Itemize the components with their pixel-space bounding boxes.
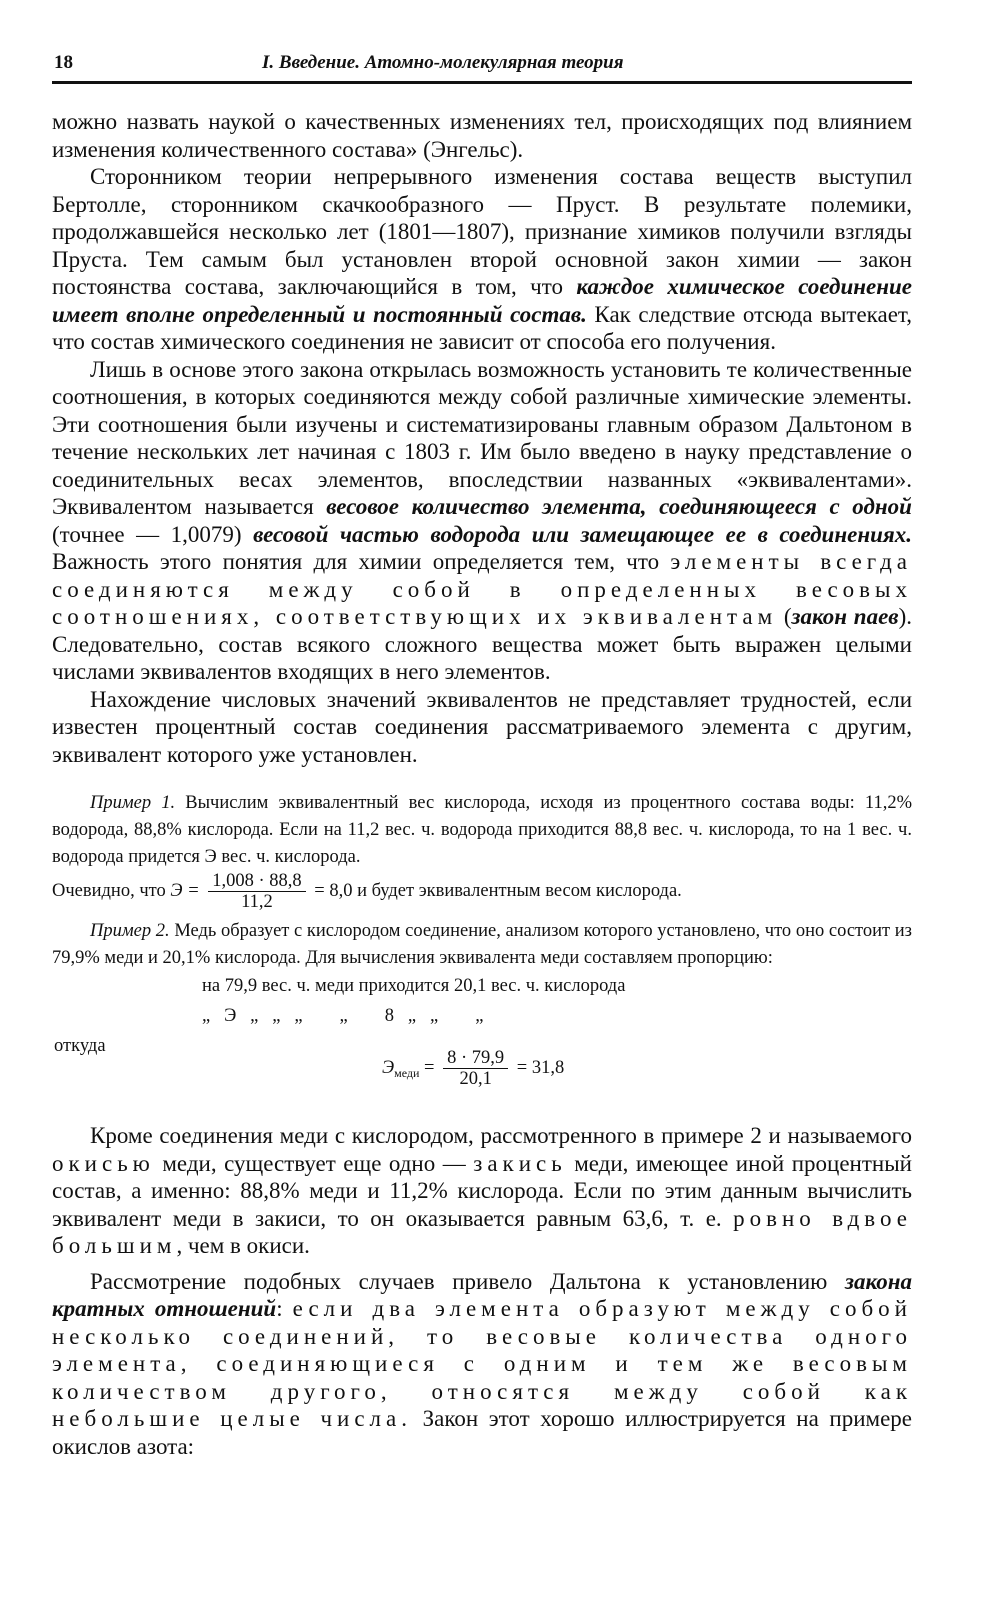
proportion-line-1: на 79,9 вес. ч. меди приходится 20,1 вес. ч. кислорода [202, 976, 626, 996]
paragraph-3-tail: ). Следовательно, состав всякого сложного вещества может быть выражен целыми числами эквивалентов входящих в него элементов. [52, 604, 912, 684]
paragraph-3-mid: Важность этого понятия для химии определяется тем, что [52, 549, 671, 574]
formula-subscript: меди [394, 1065, 420, 1080]
example-2-label: Пример 2. [90, 921, 170, 941]
page-body [52, 108, 912, 1460]
fraction-numerator: 1,008 · 88,8 [208, 871, 305, 892]
page-header [52, 40, 912, 80]
header-rule [52, 81, 912, 84]
paragraph-5 [52, 1122, 912, 1260]
fraction-denominator: 11,2 [241, 892, 273, 912]
spaced-statement: элементы всегда соединяются между собой в определенных весовых соотношениях, соответствующих их эквивалентам [52, 549, 912, 629]
formula-conclusion: и будет эквивалентным весом кислорода. [352, 880, 682, 901]
formula-result: = 8,0 [309, 880, 353, 901]
paragraph-5-mid2: меди, имеющее иной процентный состав, а именно: 88,8% меди и 11,2% кислорода. Если по этим данным вычислить эквивалент меди в закиси, то он оказывается равным 63,6, т. е. [52, 1150, 912, 1231]
paragraph-3 [52, 356, 912, 686]
paragraph-3-text: Лишь в основе этого закона открылась возможность установить те количественные соотношения, в которых соединяются между собой различные химические элементы. Эти соотношения были изучены и систематизированы главным образом Дальтоном в течение нескольких лет начиная с 1803 г. Им было введено в науку представление о соединительных весах элементов, впоследствии названных «эквивалентами». Эквивалентом называется [52, 356, 912, 519]
fraction [208, 871, 305, 912]
paragraph-1: можно назвать наукой о качественных изменениях тел, происходящих под влиянием изменения количественного состава» (Энгельс). [52, 109, 912, 162]
paragraph-6 [52, 1268, 912, 1461]
law-statement: если два элемента образуют между собой несколько соединений, то весовые количества одного элемента, соединяющиеся с одним и тем же весовым количеством другого, относятся между собой как небольшие целые числа. [52, 1296, 912, 1431]
formula-result: = 31,8 [512, 1057, 565, 1078]
otkuda-label: откуда [54, 1036, 106, 1056]
paragraph-6-text: Рассмотрение подобных случаев привело Дальтона к установлению [90, 1268, 845, 1294]
term-zakis: закись [473, 1150, 567, 1176]
paragraph-5-text: Кроме соединения меди с кислородом, рассмотренного в примере 2 и называемого [90, 1123, 912, 1148]
paragraph-5-mid: меди, существует еще одно — [154, 1150, 474, 1176]
equivalent-definition-b: весовой частью водорода или замещающее ее в соединениях. [253, 521, 912, 547]
law-name: закон паев [791, 604, 899, 629]
equivalent-definition-a: весовое количество элемента, соединяющееся с одной [326, 494, 912, 519]
formula-symbol: Э [382, 1057, 395, 1078]
law-multiple-proportions: закона кратных отношений [52, 1268, 912, 1321]
paragraph-5-tail: , чем в окиси. [176, 1233, 310, 1258]
proportion-line-2: „ Э „ „ „ „ 8 „ „ „ [202, 1006, 484, 1026]
paragraph-3-precise: (точнее — 1,0079) [52, 521, 254, 547]
example-1 [52, 790, 912, 871]
paragraph-6-tail: Закон этот хорошо иллюстрируется на примере окислов азота: [52, 1406, 912, 1459]
colon: : [276, 1296, 293, 1321]
paragraph-2 [52, 163, 912, 356]
example-2 [52, 918, 912, 972]
paren-open: ( [777, 604, 792, 629]
fraction [443, 1048, 508, 1089]
fraction-denominator: 20,1 [459, 1069, 492, 1089]
paragraph-4: Нахождение числовых значений эквивалентов не представляет трудностей, если известен процентный состав соединения рассматриваемого элемента с другим, эквивалент которого уже установлен. [52, 686, 912, 767]
page-number: 18 [54, 52, 73, 73]
example-2-text: Медь образует с кислородом соединение, анализом которого установлено, что оно состоит из 79,9% меди и 20,1% кислорода. Для вычисления эквивалента меди составляем пропорцию: [52, 921, 912, 968]
formula-lhs: Э = [170, 880, 205, 901]
copper-equivalent-formula: $Э_{меди}$ = $\frac{8 \cdot 79,9}{20,1}$ = 31,8 [382, 1048, 565, 1089]
proportion-block [52, 972, 912, 1102]
term-okis: окисью [52, 1150, 155, 1176]
example-1-formula [52, 871, 912, 912]
example-1-label: Пример 1. [90, 793, 176, 813]
fraction-numerator: 8 · 79,9 [443, 1048, 508, 1069]
paragraph-2-text: Сторонником теории непрерывного изменения состава веществ выступил Бертолле, сторонником скачкообразного — Пруст. В результате полемики, продолжавшейся несколько лет (1801—1807), признание химиков получили взгляды Пруста. Тем самым был установлен второй основной закон химии — закон постоянства состава, заключающийся в том, что [52, 164, 912, 299]
example-1-text: Вычислим эквивалентный вес кислорода, исходя из процентного состава воды: 11,2% водорода, 88,8% кислорода. Если на 11,2 вес. ч. водорода приходится 88,8 вес. ч. кислорода, то на 1 вес. ч. водорода придется Э вес. ч. кислорода. [52, 793, 912, 867]
running-title: I. Введение. Атомно-молекулярная теория [262, 52, 624, 73]
formula-intro: Очевидно, что [52, 880, 171, 901]
paragraph-2-tail: Как следствие отсюда вытекает, что состав химического соединения не зависит от способа его получения. [52, 301, 912, 354]
law-definition: каждое химическое соединение имеет вполне определенный и постоянный состав. [52, 274, 912, 327]
spaced-emphasis: ровно вдвое большим [52, 1205, 912, 1258]
